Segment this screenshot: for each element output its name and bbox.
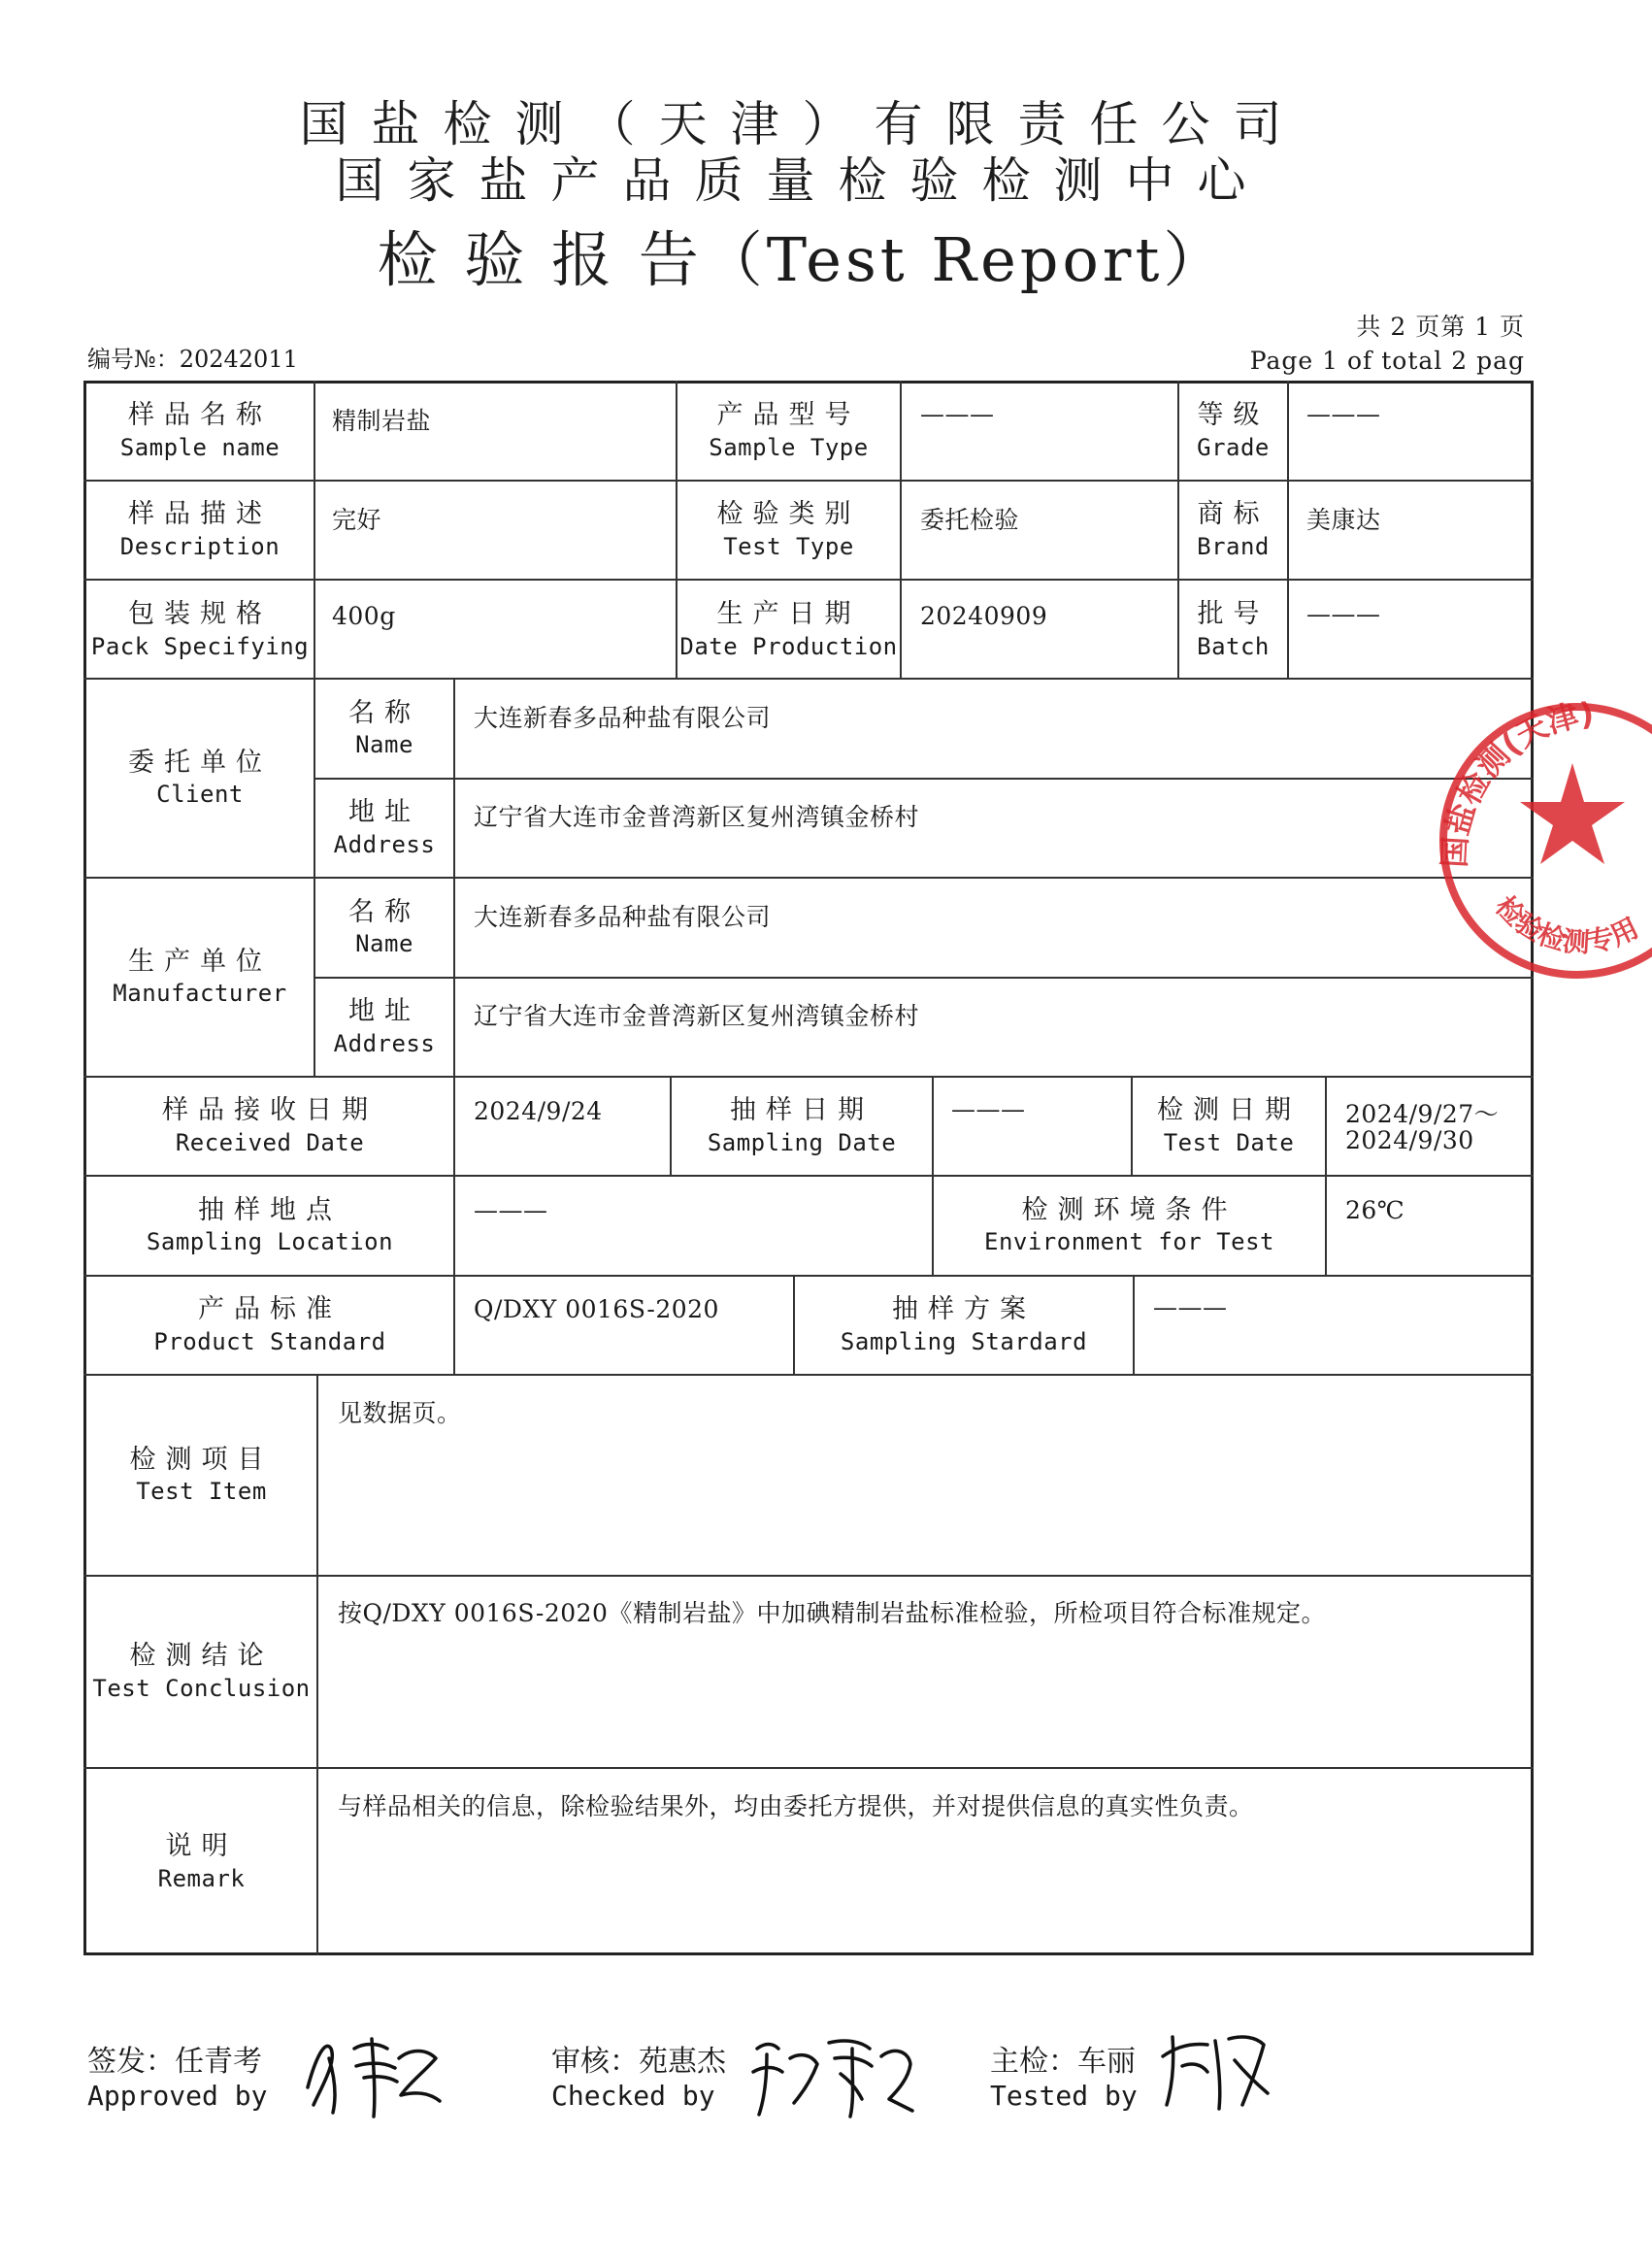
product-standard-value: Q/DXY 0016S-2020	[474, 1295, 719, 1323]
product-standard-label: 产品标准 Product Standard	[153, 1294, 386, 1355]
col-divider	[1287, 381, 1289, 678]
row-divider	[83, 579, 1534, 581]
approved-by-en: Approved by	[87, 2080, 268, 2112]
pack-label: 包装规格 Pack Specifying	[90, 599, 310, 660]
date-production-label: 生产日期 Date Production	[679, 599, 898, 660]
manufacturer-address-value: 辽宁省大连市金普湾新区复州湾镇金桥村	[474, 1002, 920, 1030]
official-seal	[1427, 693, 1652, 984]
page-info-zh: 共 2 页第 1 页	[1356, 313, 1525, 341]
pack-value: 400g	[332, 602, 396, 630]
approved-by-zh: 签发：任青考	[87, 2045, 262, 2079]
test-date-value-start: 2024/9/27～	[1345, 1100, 1500, 1128]
sampling-standard-value: ———	[1153, 1293, 1228, 1321]
report-number: 编号№：20242011	[87, 346, 298, 373]
approver-signature	[296, 2019, 451, 2126]
test-type-value: 委托检验	[920, 506, 1020, 534]
description-label: 样品描述 Description	[119, 499, 281, 560]
client-address-value: 辽宁省大连市金普湾新区复州湾镇金桥村	[474, 803, 920, 831]
checked-by-en: Checked by	[551, 2080, 715, 2112]
remark-value: 与样品相关的信息，除检验结果外，均由委托方提供，并对提供信息的真实性负责。	[338, 1792, 1254, 1820]
row-divider	[314, 778, 1534, 780]
remark-label: 说明 Remark	[157, 1831, 246, 1892]
batch-value: ———	[1306, 600, 1381, 628]
col-divider	[316, 1374, 318, 1955]
environment-label: 检测环境条件 Environment for Test	[984, 1194, 1274, 1256]
sample-type-label: 产品型号 Sample Type	[709, 400, 869, 461]
svg-text:检验检测专用	[1489, 890, 1643, 959]
sampling-location-value: ———	[474, 1196, 548, 1224]
row-divider	[314, 977, 1534, 979]
received-date-label: 样品接收日期 Received Date	[162, 1095, 378, 1156]
sample-type-value: ———	[920, 400, 995, 428]
conclusion-value: 按Q/DXY 0016S-2020《精制岩盐》中加碘精制岩盐标准检验，所检项目符合标准规定。	[338, 1599, 1326, 1627]
brand-label: 商标 Brand	[1197, 499, 1270, 560]
sampling-date-label: 抽样日期 Sampling Date	[707, 1095, 897, 1156]
test-type-label: 检验类别 Test Type	[716, 499, 861, 560]
client-label: 委托单位 Client	[128, 747, 272, 809]
client-name-label: 名称 Name	[348, 697, 420, 759]
brand-value: 美康达	[1306, 506, 1381, 534]
sample-name-label: 样品名称 Sample name	[119, 400, 281, 461]
received-date-value: 2024/9/24	[474, 1097, 603, 1125]
sampling-date-value: ———	[951, 1095, 1026, 1123]
col-divider	[314, 381, 315, 678]
description-value: 完好	[332, 506, 382, 534]
manufacturer-name-label: 名称 Name	[348, 896, 420, 958]
environment-value: 26℃	[1345, 1196, 1405, 1224]
grade-value: ———	[1306, 400, 1381, 428]
col-divider	[453, 1076, 455, 1374]
seal-text-bottom: 检验检测专用	[1489, 889, 1644, 959]
col-divider	[453, 678, 455, 1076]
sampling-standard-label: 抽样方案 Sampling Stardard	[840, 1294, 1088, 1355]
checked-by-zh: 审核：苑惠杰	[551, 2045, 726, 2079]
grade-label: 等级 Grade	[1197, 400, 1270, 461]
batch-label: 批号 Batch	[1197, 599, 1270, 660]
center-name: 国家盐产品质量检验检测中心	[335, 152, 1270, 209]
client-name-value: 大连新春多品种盐有限公司	[474, 704, 772, 732]
manufacturer-name-value: 大连新春多品种盐有限公司	[474, 903, 772, 931]
test-item-value: 见数据页。	[338, 1399, 462, 1427]
tested-by-zh: 主检：车丽	[990, 2045, 1136, 2079]
col-divider	[900, 381, 902, 678]
manufacturer-address-label: 地址 Address	[333, 996, 436, 1057]
sampling-location-label: 抽样地点 Sampling Location	[146, 1194, 394, 1256]
page-info-en: Page 1 of total 2 pag	[1249, 347, 1525, 375]
manufacturer-label: 生产单位 Manufacturer	[113, 946, 287, 1008]
report-title: 检 验 报 告（Test Report）	[377, 224, 1228, 295]
conclusion-label: 检测结论 Test Conclusion	[92, 1641, 311, 1702]
test-item-label: 检测项目 Test Item	[129, 1444, 274, 1506]
sample-name-value: 精制岩盐	[332, 407, 432, 435]
tester-signature	[1153, 2018, 1274, 2115]
test-date-value-end: 2024/9/30	[1345, 1126, 1474, 1154]
col-divider	[1325, 1076, 1327, 1275]
test-date-label: 检测日期 Test Date	[1157, 1095, 1301, 1156]
seal-text-top: 国盐检测(天津)	[1436, 694, 1596, 869]
client-address-label: 地址 Address	[333, 797, 436, 858]
tested-by-en: Tested by	[990, 2080, 1138, 2112]
col-divider	[1133, 1275, 1135, 1374]
checker-signature	[747, 2019, 917, 2126]
company-name: 国盐检测（天津）有限责任公司	[299, 96, 1305, 152]
date-production-value: 20240909	[920, 602, 1048, 630]
